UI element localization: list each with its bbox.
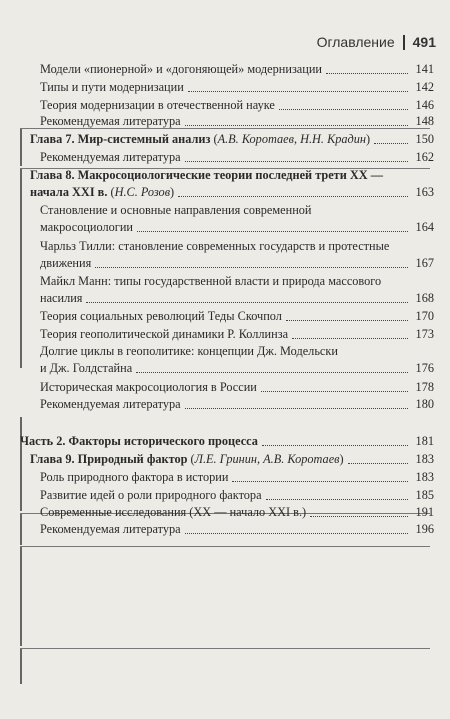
chapter-9-rule: [20, 417, 22, 511]
toc-entry[interactable]: Рекомендуемая литература 180: [40, 397, 434, 411]
chapter-11-rule-top: [20, 546, 430, 547]
header-title: Оглавление: [316, 34, 395, 50]
chapter-8-rule: [20, 168, 22, 368]
chapter-12-rule: [20, 648, 22, 684]
header-separator: [403, 35, 405, 50]
toc-entry[interactable]: Чарльз Тилли: становление современных государств и протестные движения 167: [40, 239, 434, 270]
toc-entry[interactable]: Долгие циклы в геополитике: концепции Дж. Модельски и Дж. Голдстайна 176: [40, 344, 434, 375]
chapter-7-rule: [20, 128, 22, 166]
toc-entry[interactable]: Роль природного фактора в истории 183: [40, 470, 434, 484]
toc-entry[interactable]: Модели «пионерной» и «догоняющей» модернизации 141: [40, 62, 434, 76]
toc-entry[interactable]: Майкл Манн: типы государственной власти и природа массового насилия 168: [40, 274, 434, 305]
toc-entry[interactable]: Типы и пути модернизации 142: [40, 80, 434, 94]
header-page-number: 491: [412, 34, 436, 50]
toc-entry[interactable]: Становление и основные направления современной макросоциологии 164: [40, 203, 434, 234]
toc-chapter-8[interactable]: Глава 8. Макросоциологические теории последней трети XX — начала XXI в. (Н.С. Розов) 163: [30, 168, 434, 199]
toc-entry[interactable]: Историческая макросоциология в России 178: [40, 380, 434, 394]
toc-entry[interactable]: Рекомендуемая литература 196: [40, 522, 434, 536]
toc-entry[interactable]: Теория социальных революций Теды Скочпол 170: [40, 309, 434, 323]
running-header: [317, 34, 436, 50]
chapter-12-rule-top: [20, 648, 430, 649]
toc-entry[interactable]: Рекомендуемая литература 162: [40, 150, 434, 164]
toc-entry[interactable]: Теория модернизации в отечественной науке 146: [40, 98, 434, 112]
toc-entry[interactable]: Современные исследования (XX — начало XXI в.) 191: [40, 505, 434, 519]
chapter-10-rule: [20, 513, 22, 545]
toc-chapter-7[interactable]: Глава 7. Мир-системный анализ (А.В. Коротаев, Н.Н. Крадин) 150: [30, 132, 434, 146]
toc-chapter-9[interactable]: Глава 9. Природный фактор (Л.Е. Гринин, А.В. Коротаев) 183: [30, 452, 434, 466]
toc-entry[interactable]: Теория геополитической динамики Р. Коллинза 173: [40, 327, 434, 341]
toc-part-2[interactable]: Часть 2. Факторы исторического процесса 181: [20, 434, 434, 448]
chapter-11-rule: [20, 546, 22, 646]
toc-entry[interactable]: Рекомендуемая литература 148: [40, 114, 434, 128]
toc-entry[interactable]: Развитие идей о роли природного фактора 185: [40, 488, 434, 502]
